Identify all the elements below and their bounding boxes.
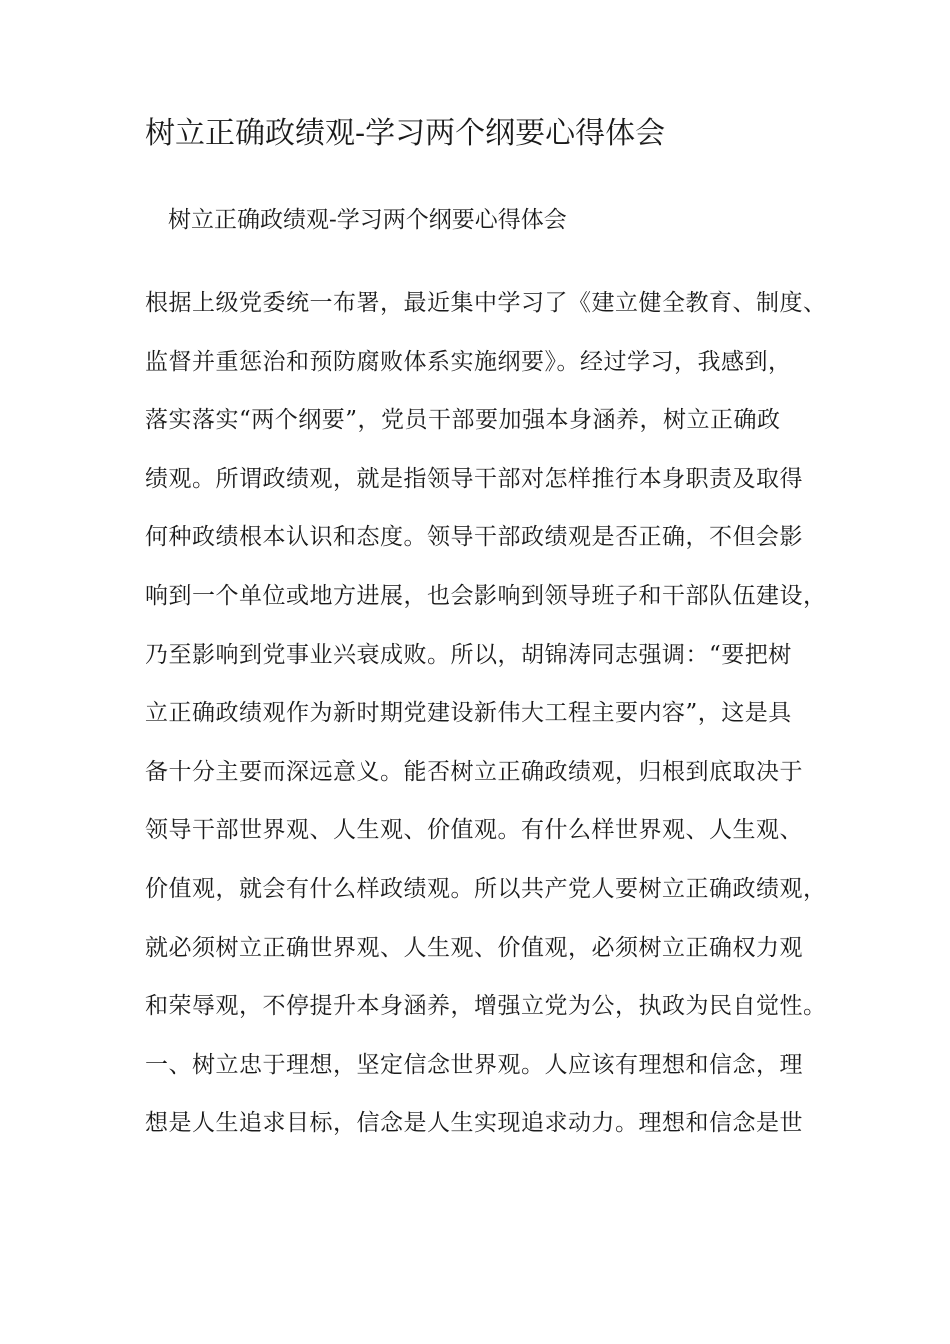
- body-line: 一、树立忠于理想，坚定信念世界观。人应该有理想和信念，理: [145, 1051, 803, 1078]
- body-line: 监督并重惩治和预防腐败体系实施纲要》。经过学习，我感到，: [145, 348, 792, 375]
- body-line: 备十分主要而深远意义。能否树立正确政绩观，归根到底取决于: [145, 758, 803, 785]
- body-line: 和荣辱观，不停提升本身涵养，增强立党为公，执政为民自觉性。: [145, 993, 827, 1020]
- document-subtitle: 树立正确政绩观-学习两个纲要心得体会: [168, 207, 567, 233]
- document-title: 树立正确政绩观-学习两个纲要心得体会: [145, 116, 666, 151]
- body-line: 价值观，就会有什么样政绩观。所以共产党人要树立正确政绩观，: [145, 875, 827, 902]
- body-line: 领导干部世界观、人生观、价值观。有什么样世界观、人生观、: [145, 817, 803, 844]
- body-line: 绩观。所谓政绩观，就是指领导干部对怎样推行本身职责及取得: [145, 465, 803, 492]
- body-line: 响到一个单位或地方进展，也会影响到领导班子和干部队伍建设，: [145, 582, 827, 609]
- body-line: 根据上级党委统一布署，最近集中学习了《建立健全教育、制度、: [145, 290, 827, 316]
- body-line: 立正确政绩观作为新时期党建设新伟大工程主要内容”，这是具: [145, 700, 792, 727]
- body-line: 想是人生追求目标，信念是人生实现追求动力。理想和信念是世: [145, 1110, 803, 1137]
- body-line: 乃至影响到党事业兴衰成败。所以，胡锦涛同志强调：“要把树: [145, 641, 792, 668]
- body-line: 落实落实“两个纲要”，党员干部要加强本身涵养，树立正确政: [145, 407, 781, 434]
- body-text: [145, 280, 845, 1159]
- body-line: 就必须树立正确世界观、人生观、价值观，必须树立正确权力观: [145, 934, 803, 961]
- body-line: 何种政绩根本认识和态度。领导干部政绩观是否正确，不但会影: [145, 524, 803, 551]
